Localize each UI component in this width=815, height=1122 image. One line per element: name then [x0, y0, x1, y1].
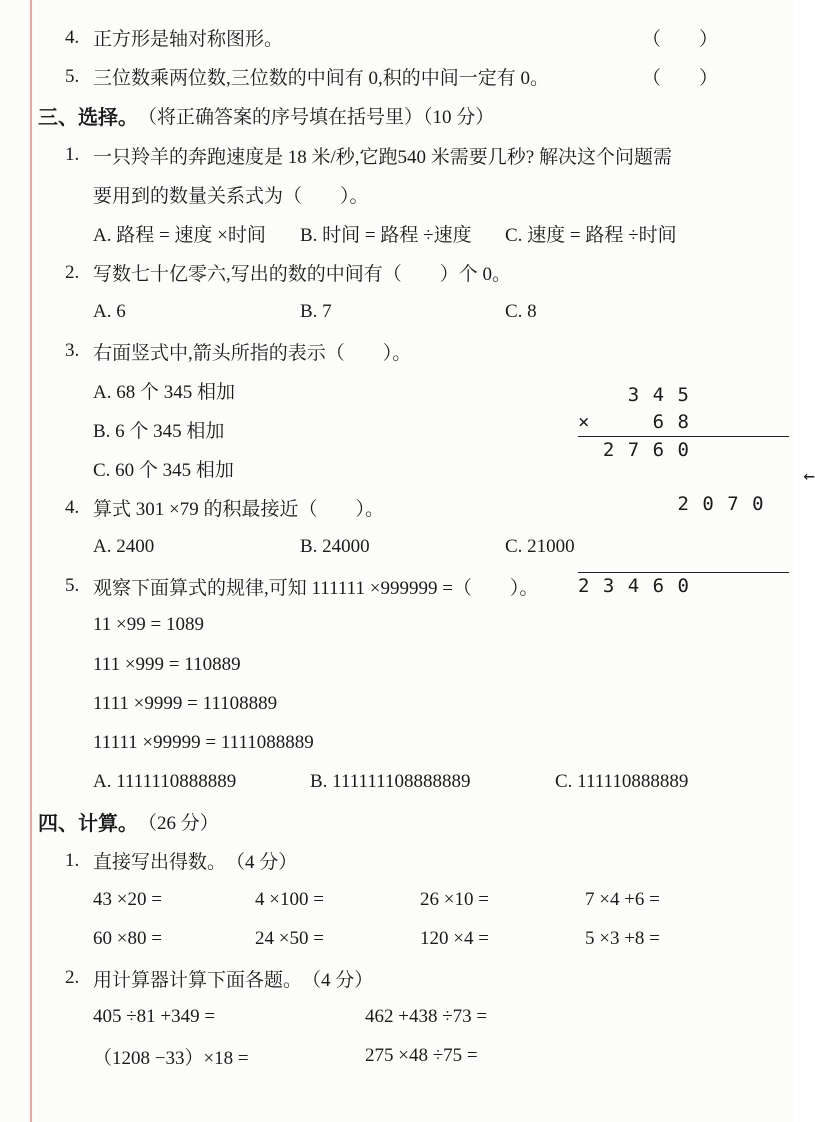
question-number: 2. — [65, 261, 80, 283]
choice-question-5-options — [93, 763, 720, 802]
vertical-multiplication — [578, 382, 815, 600]
section-note: （26 分） — [138, 812, 219, 834]
vmult-multiplier: × 6 8 — [578, 409, 789, 437]
question-number: 3. — [65, 340, 80, 362]
pattern-equation: 11111 ×99999 = 1111088889 — [93, 731, 314, 753]
calculator-row-2 — [93, 1037, 720, 1076]
question-text: 要用到的数量关系式为（ ）。 — [93, 185, 369, 207]
item-text: 正方形是轴对称图形。 — [93, 29, 284, 51]
calc-expression: 4 ×100 = — [255, 888, 324, 910]
option-a: A. 2400 — [93, 536, 155, 558]
option-a: A. 路程 = 速度 ×时间 — [93, 225, 266, 247]
item-number: 4. — [65, 26, 80, 48]
item-text: 三位数乘两位数,三位数的中间有 0,积的中间一定有 0。 — [93, 68, 550, 90]
choice-question-1-options — [93, 214, 720, 253]
question-number: 1. — [65, 144, 80, 166]
calc-expression: 462 +438 ÷73 = — [365, 1006, 488, 1028]
option-b: B. 7 — [300, 300, 332, 322]
calc-expression: 26 ×10 = — [420, 888, 489, 910]
page-margin-rule — [30, 0, 32, 1122]
vmult-multiplicand: 3 4 5 — [578, 384, 690, 406]
option-a: A. 6 — [93, 300, 126, 322]
subsection-title: 直接写出得数。 — [93, 852, 227, 874]
item-number: 2. — [65, 967, 80, 989]
vmult-final-product: 2 3 4 6 0 — [578, 575, 690, 597]
calc-expression: 60 ×80 = — [93, 927, 162, 949]
section-note: （将正确答案的序号填在括号里）（10 分） — [138, 107, 495, 129]
question-number: 4. — [65, 496, 80, 518]
calc-expression: 405 ÷81 +349 = — [93, 1006, 216, 1028]
question-text: 一只羚羊的奔跑速度是 18 米/秒,它跑540 米需要几秒? 解决这个问题需 — [93, 146, 672, 168]
judge-item-5 — [65, 57, 720, 96]
question-text: 观察下面算式的规律,可知 111111 ×999999 =（ ）。 — [93, 577, 539, 599]
option-c: C. 111110888889 — [555, 771, 689, 793]
mental-calc-row-2 — [93, 919, 720, 958]
option-c: C. 8 — [505, 300, 537, 322]
option-b: B. 6 个 345 相加 — [93, 420, 225, 442]
pattern-line-2 — [93, 645, 720, 684]
option-a: A. 1111110888889 — [93, 771, 237, 793]
question-number: 5. — [65, 575, 80, 597]
calc-expression: 5 ×3 +8 = — [585, 927, 660, 949]
answer-bracket: （ ） — [641, 29, 718, 51]
item-number: 5. — [65, 65, 80, 87]
option-a: A. 68 个 345 相加 — [93, 381, 235, 403]
option-b: B. 111111108888889 — [310, 771, 471, 793]
arrow-left-icon: ← — [803, 465, 815, 487]
choice-question-1-line1 — [65, 136, 720, 175]
question-text: 算式 301 ×79 的积最接近（ ）。 — [93, 499, 384, 521]
judge-item-4 — [65, 18, 720, 57]
section-title: 四、计算。 — [38, 812, 138, 835]
option-c: C. 21000 — [505, 536, 575, 558]
section-title: 三、选择。 — [38, 107, 138, 130]
choice-question-1-line2 — [93, 175, 720, 214]
answer-bracket: （ ） — [641, 68, 718, 90]
section-4-header — [38, 802, 720, 841]
question-text: 右面竖式中,箭头所指的表示（ ）。 — [93, 342, 412, 364]
question-text: 写数七十亿零六,写出的数的中间有（ ）个 0。 — [93, 264, 512, 286]
worksheet-content — [38, 18, 815, 1076]
calc-expression: 24 ×50 = — [255, 927, 324, 949]
choice-question-2 — [65, 253, 720, 292]
pattern-line-4 — [93, 723, 720, 762]
pattern-line-3 — [93, 684, 720, 723]
calc-expression: 43 ×20 = — [93, 888, 162, 910]
subsection-note: （4 分） — [226, 852, 298, 874]
vmult-partial-product-2 — [578, 464, 815, 573]
calc-subsection-2-header — [65, 959, 720, 998]
subsection-title: 用计算器计算下面各题。 — [93, 969, 303, 991]
calc-subsection-1-header — [65, 841, 720, 880]
option-b: B. 时间 = 路程 ÷速度 — [300, 225, 472, 247]
subsection-note: （4 分） — [302, 969, 374, 991]
calc-expression: 275 ×48 ÷75 = — [365, 1045, 478, 1067]
pattern-line-1 — [93, 606, 720, 645]
pattern-equation: 111 ×999 = 110889 — [93, 653, 241, 675]
option-c: C. 60 个 345 相加 — [93, 460, 234, 482]
section-3-header — [38, 96, 720, 135]
calc-expression: （1208 −33）×18 = — [93, 1047, 249, 1069]
choice-question-3 — [65, 332, 720, 371]
item-number: 1. — [65, 849, 80, 871]
option-c: C. 速度 = 路程 ÷时间 — [505, 225, 677, 247]
vmult-partial-product-1: 2 7 6 0 — [578, 439, 690, 461]
calculator-row-1 — [93, 998, 720, 1037]
option-b: B. 24000 — [300, 536, 370, 558]
pattern-equation: 1111 ×9999 = 11108889 — [93, 692, 278, 714]
choice-question-2-options — [93, 292, 720, 331]
pattern-equation: 11 ×99 = 1089 — [93, 614, 204, 636]
calc-expression: 7 ×4 +6 = — [585, 888, 660, 910]
mental-calc-row-1 — [93, 880, 720, 919]
vmult-partial-product-2-digits: 2 0 7 0 — [677, 493, 790, 515]
calc-expression: 120 ×4 = — [420, 927, 489, 949]
